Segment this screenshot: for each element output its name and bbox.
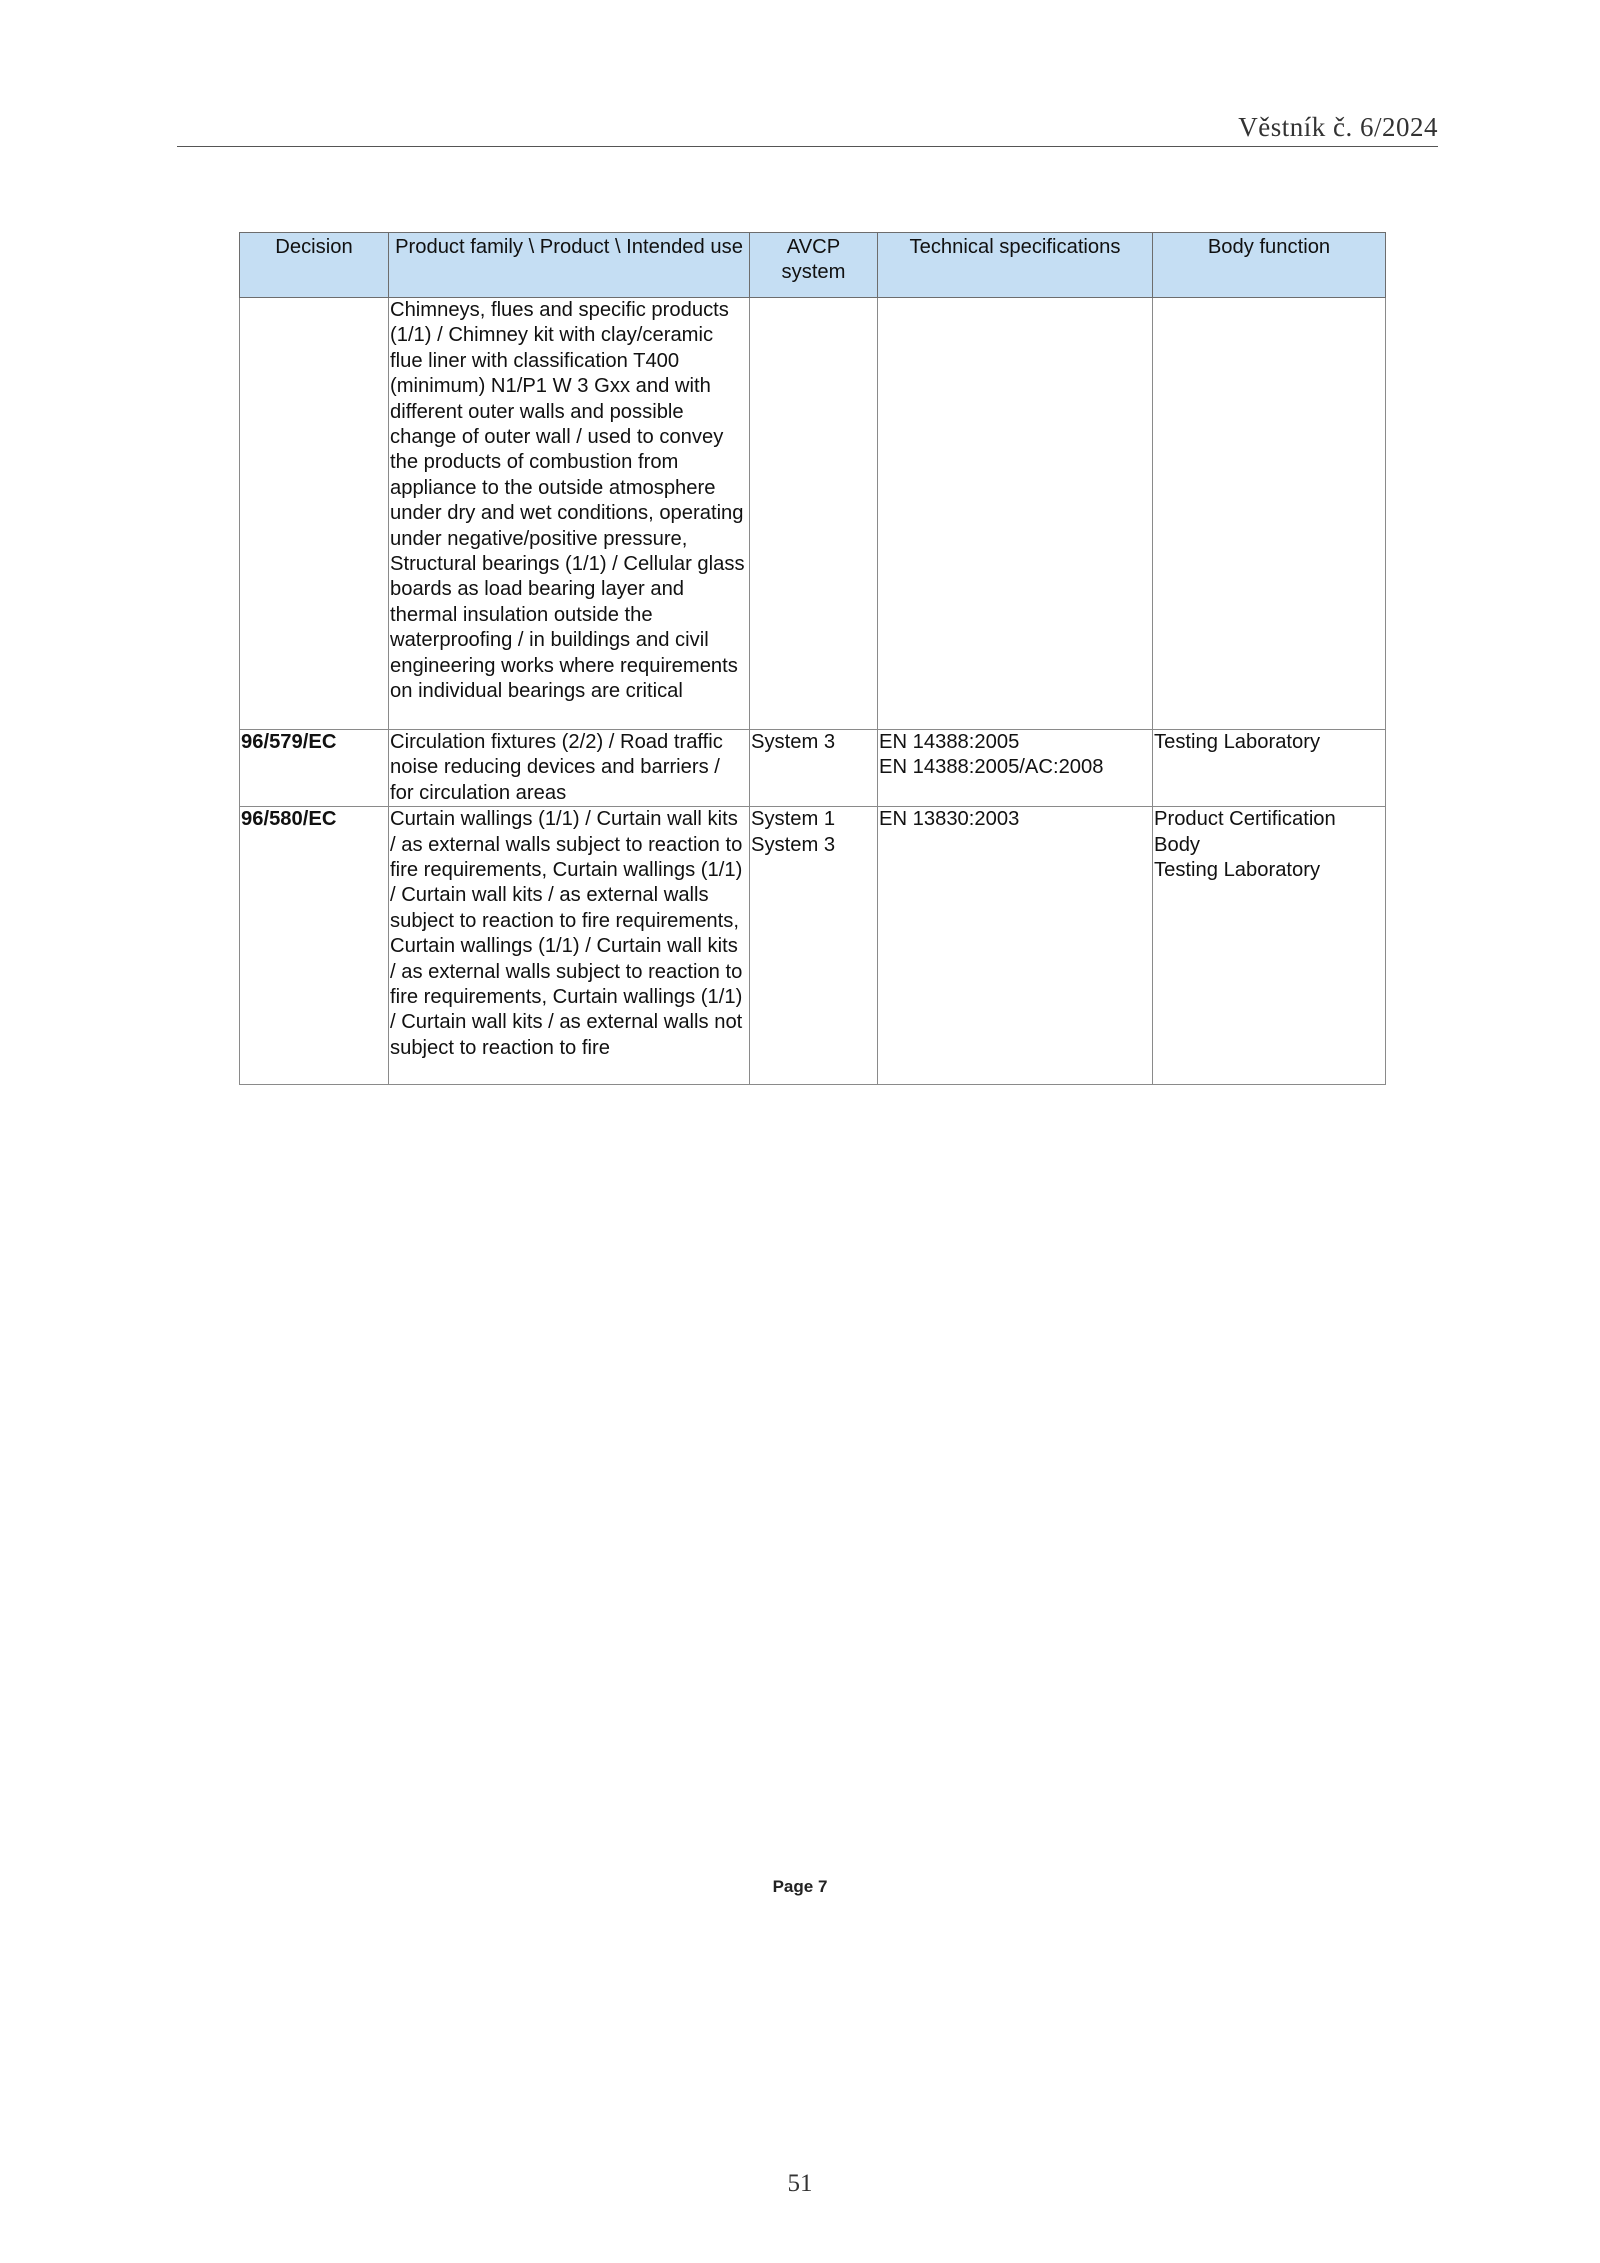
decision-cell bbox=[240, 298, 389, 730]
avcp-value: System 3 bbox=[751, 833, 836, 856]
body-function-cell bbox=[1153, 730, 1386, 807]
journal-header bbox=[177, 112, 1438, 147]
header-body-function: Body function bbox=[1153, 233, 1386, 298]
table-row bbox=[240, 807, 1386, 1085]
decision-cell: 96/579/EC bbox=[240, 730, 389, 807]
avcp-cell bbox=[750, 807, 878, 1085]
body-function-cell bbox=[1153, 807, 1386, 1085]
page-number: 51 bbox=[787, 2170, 813, 2197]
table-row bbox=[240, 298, 1386, 730]
spec-value: EN 14388:2005/AC:2008 bbox=[879, 756, 1104, 779]
spec-value: EN 14388:2005 bbox=[879, 731, 1020, 753]
specs-cell bbox=[878, 298, 1153, 730]
header-decision: Decision bbox=[240, 233, 389, 298]
decisions-table bbox=[239, 232, 1386, 1085]
body-function-value: Testing Laboratory bbox=[1154, 731, 1321, 753]
header-technical-specifications: Technical specifications bbox=[878, 233, 1153, 298]
body-function-value: Testing Laboratory bbox=[1154, 859, 1321, 882]
product-cell: Curtain wallings (1/1) / Curtain wall kits / as external walls subject to reaction to fire requirements, Curtain wallings (1/1) / Curtain wall kits / as external walls subject to reaction to fire requirements, Curtain wallings (1/1) / Curtain wall kits / as external walls subject to reaction to fire requirements, Curtain wallings (1/1) / Curtain wall kits / as external walls not subject to reaction to fire bbox=[389, 807, 750, 1085]
body-function-value: Product Certification Body bbox=[1154, 808, 1336, 856]
body-function-cell bbox=[1153, 298, 1386, 730]
decision-cell: 96/580/EC bbox=[240, 807, 389, 1085]
table-row bbox=[240, 730, 1386, 807]
page-label: Page 7 bbox=[772, 1877, 828, 1896]
product-cell: Circulation fixtures (2/2) / Road traffic noise reducing devices and barriers / for circulation areas bbox=[389, 730, 750, 807]
avcp-value: System 1 bbox=[751, 808, 836, 831]
specs-cell bbox=[878, 807, 1153, 1085]
header-avcp-system: AVCP system bbox=[750, 233, 878, 298]
avcp-cell bbox=[750, 730, 878, 807]
header-product-family: Product family \ Product \ Intended use bbox=[389, 233, 750, 298]
specs-cell bbox=[878, 730, 1153, 807]
product-cell: Chimneys, flues and specific products (1/1) / Chimney kit with clay/ceramic flue liner with classification T400 (minimum) N1/P1 W 3 Gxx and with different outer walls and possible change of outer wall / used to convey the products of combustion from appliance to the outside atmosphere under dry and wet conditions, operating under negative/positive pressure, Structural bearings (1/1) / Cellular glass boards as load bearing layer and thermal insulation outside the waterproofing / in buildings and civil engineering works where requirements on individual bearings are critical bbox=[389, 298, 750, 730]
avcp-value: System 3 bbox=[751, 731, 836, 753]
table-header-row bbox=[240, 233, 1386, 298]
spec-value: EN 13830:2003 bbox=[879, 808, 1020, 831]
avcp-cell bbox=[750, 298, 878, 730]
journal-title: Věstník č. 6/2024 bbox=[1238, 112, 1438, 142]
